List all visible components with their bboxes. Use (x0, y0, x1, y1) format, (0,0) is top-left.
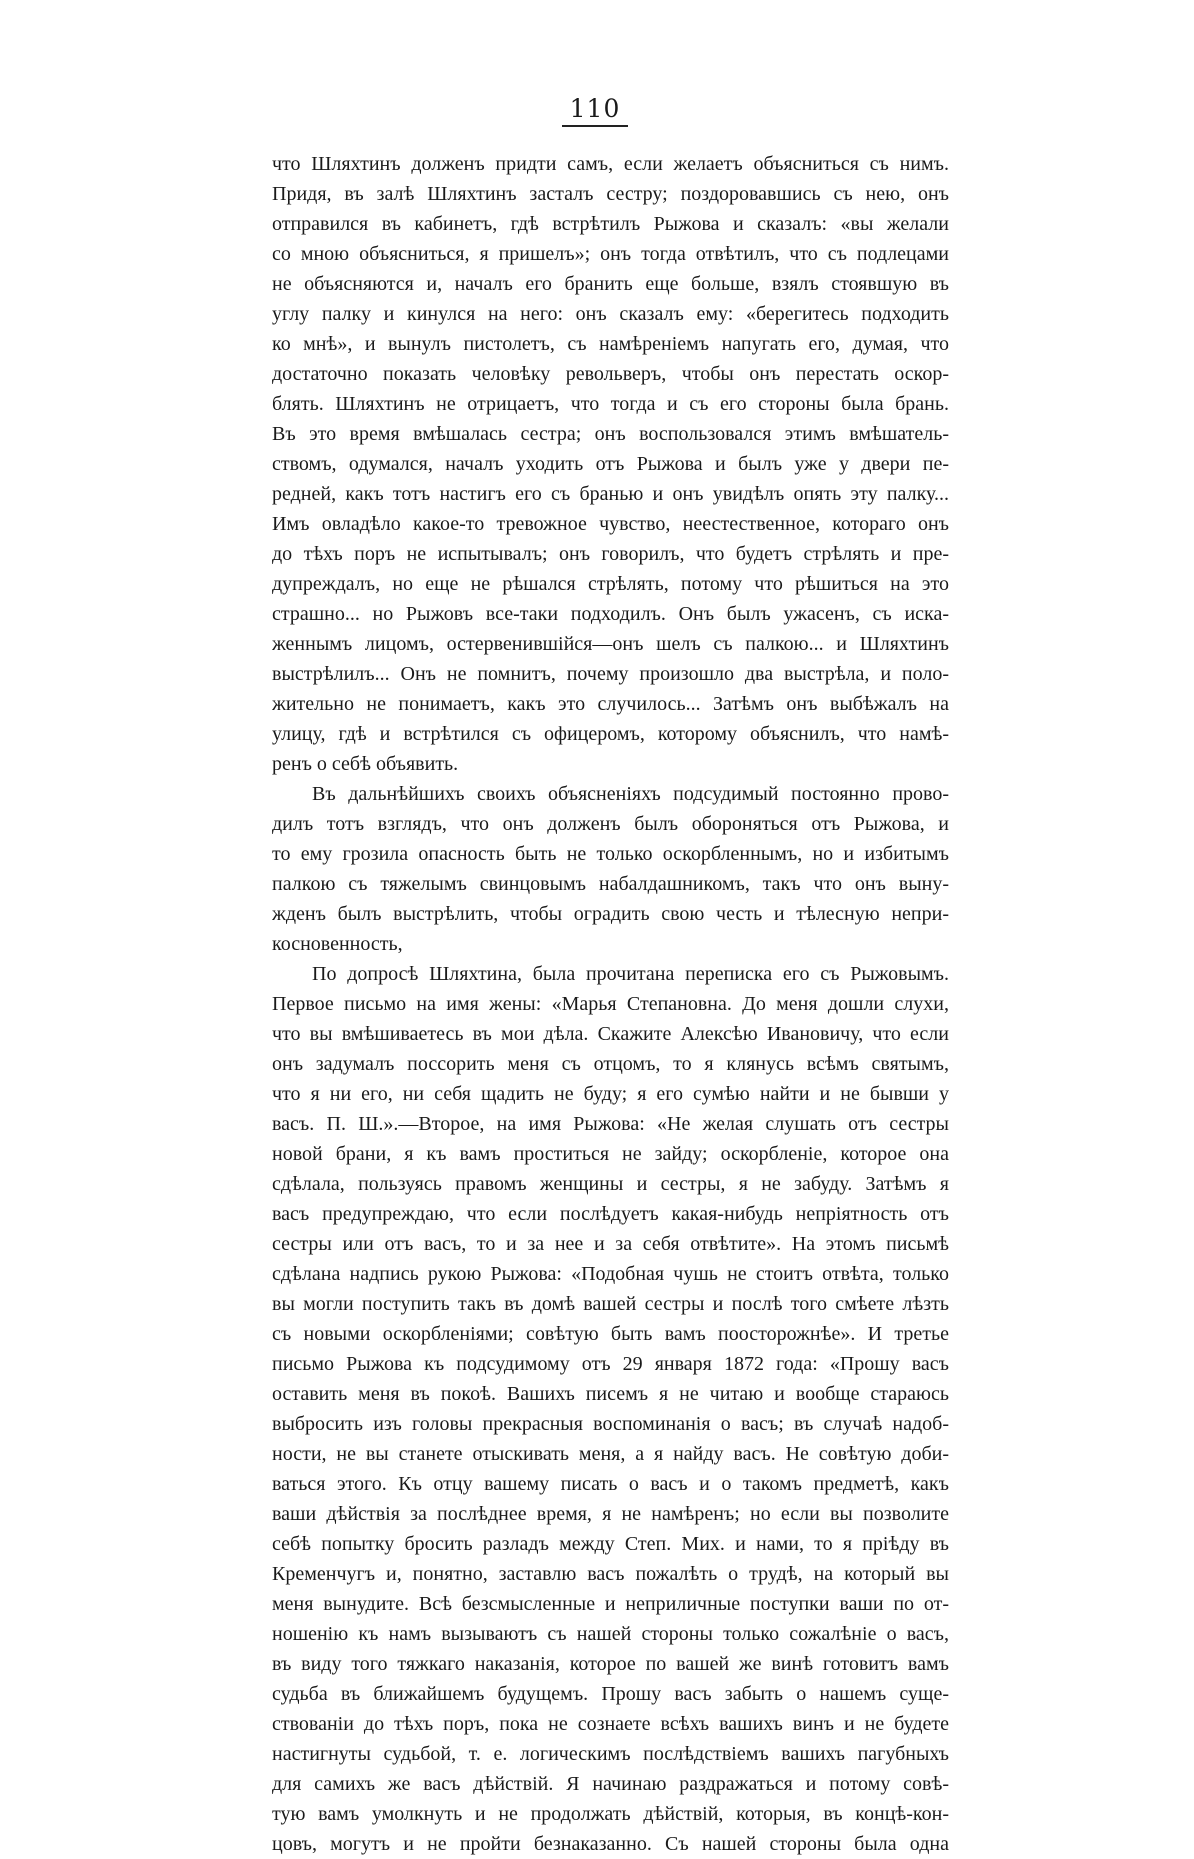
text-line: тую вамъ умолкнуть и не продолжать дѣйствій, которыя, въ концѣ-кон- (272, 1803, 949, 1825)
text-line: для самихъ же васъ дѣйствій. Я начинаю раздражаться и потому совѣ- (272, 1773, 949, 1795)
text-line: васъ предупреждаю, что если послѣдуетъ какая-нибудь непріятность отъ (272, 1203, 949, 1225)
text-line: Кременчугъ и, понятно, заставлю васъ пожалѣть о трудѣ, на который вы (272, 1563, 949, 1585)
text-line: то ему грозила опасность быть не только оскорбленнымъ, но и избитымъ (272, 843, 949, 865)
text-line: косновенность, (272, 933, 403, 955)
text-line: сестры или отъ васъ, то и за нее и за себя отвѣтите». На этомъ письмѣ (272, 1233, 949, 1255)
text-line: углу палку и кинулся на него: онъ сказалъ ему: «берегитесь подходить (272, 303, 949, 325)
text-line: сдѣлана надпись рукою Рыжова: «Подобная чушь не стоитъ отвѣта, только (272, 1263, 949, 1285)
text-line: женнымъ лицомъ, остервенившійся—онъ шелъ съ палкою... и Шляхтинъ (272, 633, 949, 655)
text-line: ваши дѣйствія за послѣднее время, я не намѣренъ; но если вы позволите (272, 1503, 949, 1525)
text-line: васъ. П. Ш.».—Второе, на имя Рыжова: «Не желая слушать отъ сестры (272, 1113, 949, 1135)
text-line: письмо Рыжова къ подсудимому отъ 29 января 1872 года: «Прошу васъ (272, 1353, 949, 1375)
text-line: жденъ былъ выстрѣлить, чтобы оградить свою честь и тѣлесную непри- (272, 903, 949, 925)
text-line: отправился въ кабинетъ, гдѣ встрѣтилъ Рыжова и сказалъ: «вы желали (272, 213, 949, 235)
text-line: достаточно показать человѣку револьверъ, чтобы онъ перестать оскор- (272, 363, 949, 385)
text-line: Въ это время вмѣшалась сестра; онъ воспользовался этимъ вмѣшатель- (272, 423, 949, 445)
text-line: со мною объясниться, я пришелъ»; онъ тогда отвѣтилъ, что съ подлецами (272, 243, 949, 265)
text-line: судьба въ ближайшемъ будущемъ. Прошу васъ забыть о нашемъ суще- (272, 1683, 949, 1705)
text-line: ствомъ, одумался, началъ уходить отъ Рыжова и былъ уже у двери пе- (272, 453, 949, 475)
text-line: дупреждалъ, но еще не рѣшался стрѣлять, потому что рѣшиться на это (272, 573, 949, 595)
text-line: онъ задумалъ поссорить меня съ отцомъ, то я клянусь всѣмъ святымъ, (272, 1053, 949, 1075)
text-line: ко мнѣ», и вынулъ пистолетъ, съ намѣреніемъ напугать его, думая, что (272, 333, 949, 355)
text-line: выбросить изъ головы прекрасныя воспоминанія о васъ; въ случаѣ надоб- (272, 1413, 949, 1435)
text-line: ренъ о себѣ объявить. (272, 753, 459, 775)
text-line: не объясняются и, началъ его бранить еще больше, взялъ стоявшую въ (272, 273, 949, 295)
text-line: меня вынудите. Всѣ безсмысленные и неприличные поступки ваши по от- (272, 1593, 949, 1615)
text-line: что я ни его, ни себя щадить не буду; я его сумѣю найти и не бывши у (272, 1083, 949, 1105)
text-line: до тѣхъ поръ не испытывалъ; онъ говорилъ, что будетъ стрѣлять и пре- (272, 543, 949, 565)
text-line: ношенію къ намъ вызываютъ съ нашей стороны только сожалѣніе о васъ, (272, 1623, 949, 1645)
text-line: ваться этого. Къ отцу вашему писать о васъ и о такомъ предметѣ, какъ (272, 1473, 949, 1495)
text-line: дилъ тотъ взглядъ, что онъ долженъ былъ обороняться отъ Рыжова, и (272, 813, 949, 835)
text-line: что Шляхтинъ долженъ придти самъ, если желаетъ объясниться съ нимъ. (272, 153, 949, 175)
text-line: жительно не понимаетъ, какъ это случилось... Затѣмъ онъ выбѣжалъ на (272, 693, 949, 715)
text-line: улицу, гдѣ и встрѣтился съ офицеромъ, которому объяснилъ, что намѣ- (272, 723, 949, 745)
text-line: блять. Шляхтинъ не отрицаетъ, что тогда и съ его стороны была брань. (272, 393, 949, 415)
text-line: Въ дальнѣйшихъ своихъ объясненіяхъ подсудимый постоянно прово- (312, 783, 949, 805)
text-line: страшно... но Рыжовъ все-таки подходилъ. Онъ былъ ужасенъ, съ иска- (272, 603, 949, 625)
text-line: По допросѣ Шляхтина, была прочитана переписка его съ Рыжовымъ. (312, 963, 949, 985)
text-line: сдѣлала, пользуясь правомъ женщины и сестры, я не забуду. Затѣмъ я (272, 1173, 949, 1195)
text-line: настигнуты судьбой, т. е. логическимъ послѣдствіемъ вашихъ пагубныхъ (272, 1743, 949, 1765)
text-line: съ новыми оскорбленіями; совѣтую быть вамъ поосторожнѣе». И третье (272, 1323, 949, 1345)
body-text (272, 149, 949, 1859)
text-line: выстрѣлилъ... Онъ не помнитъ, почему произошло два выстрѣла, и поло- (272, 663, 949, 685)
text-line: Придя, въ залѣ Шляхтинъ засталъ сестру; поздоровавшись съ нею, онъ (272, 183, 949, 205)
text-line: въ виду того тяжкаго наказанія, которое по вашей же винѣ готовитъ вамъ (272, 1653, 949, 1675)
text-line: себѣ попытку бросить разладъ между Степ. Мих. и нами, то я пріѣду въ (272, 1533, 949, 1555)
text-line: ствованіи до тѣхъ поръ, пока не сознаете всѣхъ вашихъ винъ и не будете (272, 1713, 949, 1735)
text-line: цовъ, могутъ и не пройти безнаказанно. Съ нашей стороны была одна (272, 1833, 949, 1855)
text-line: Имъ овладѣло какое-то тревожное чувство, неестественное, котораго онъ (272, 513, 949, 535)
page-number-rule (562, 125, 628, 127)
text-line: оставить меня въ покоѣ. Вашихъ писемъ я не читаю и вообще стараюсь (272, 1383, 949, 1405)
page-number: 110 (569, 94, 621, 123)
text-line: новой брани, я къ вамъ проститься не зайду; оскорбленіе, которое она (272, 1143, 949, 1165)
text-line: Первое письмо на имя жены: «Марья Степановна. До меня дошли слухи, (272, 993, 949, 1015)
text-line: палкою съ тяжелымъ свинцовымъ набалдашникомъ, такъ что онъ выну- (272, 873, 949, 895)
text-line: редней, какъ тотъ настигъ его съ бранью и онъ увидѣлъ опять эту палку... (272, 483, 949, 505)
text-line: что вы вмѣшиваетесь въ мои дѣла. Скажите Алексѣю Ивановичу, что если (272, 1023, 949, 1045)
text-line: вы могли поступить такъ въ домѣ вашей сестры и послѣ того смѣете лѣзть (272, 1293, 949, 1315)
text-line: ности, не вы станете отыскивать меня, а я найду васъ. Не совѣтую доби- (272, 1443, 949, 1465)
